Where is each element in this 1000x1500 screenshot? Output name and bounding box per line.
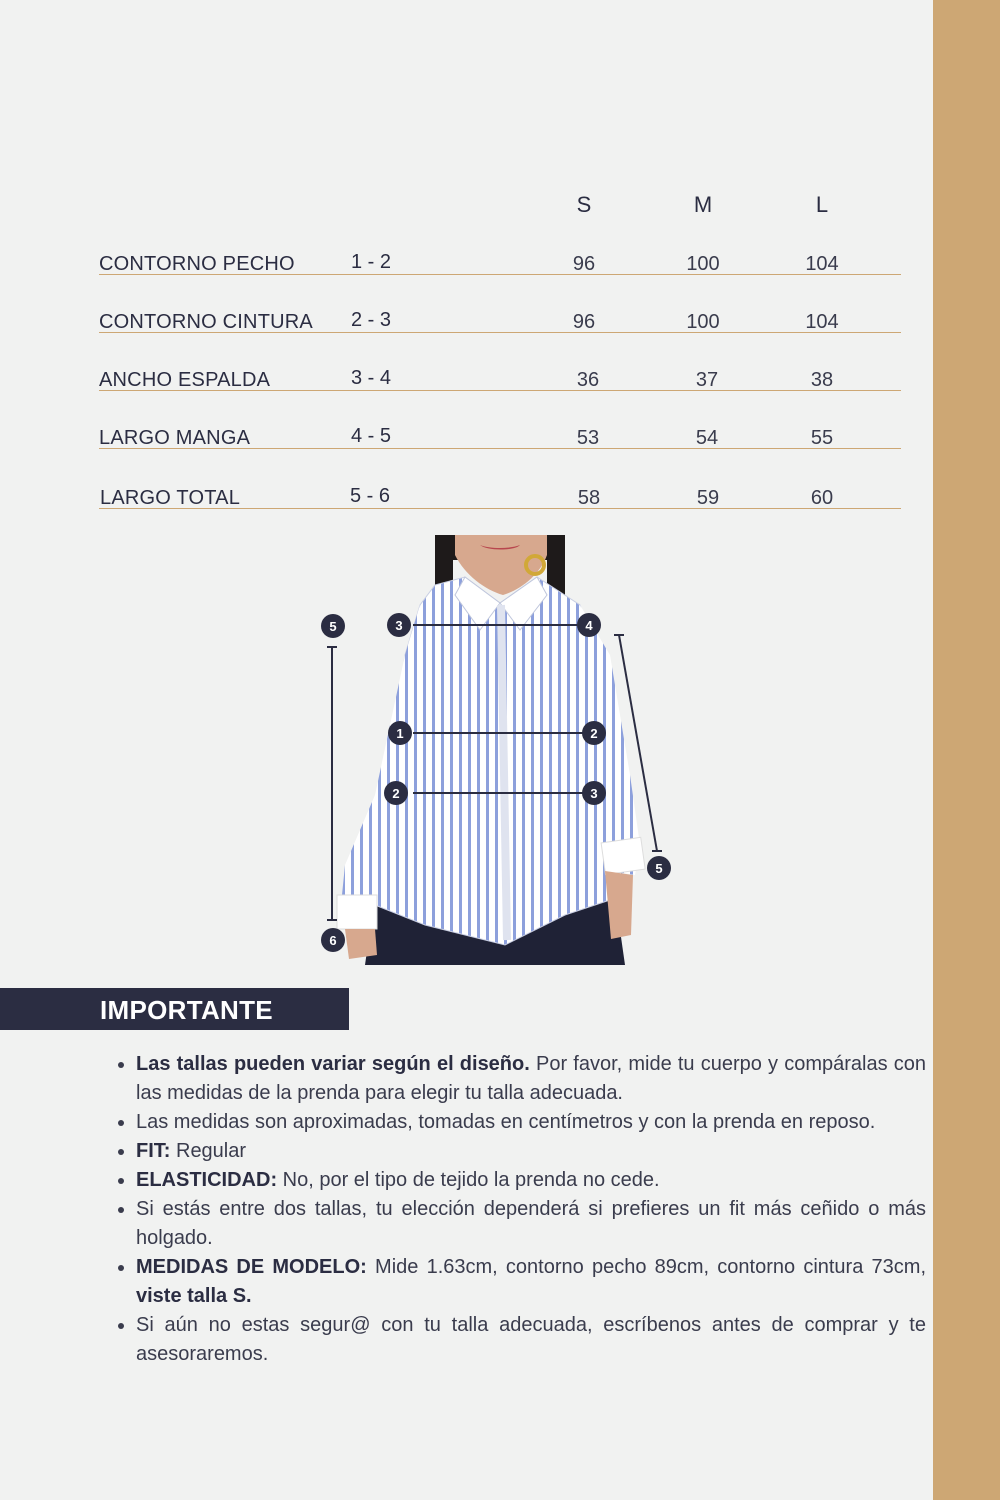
svg-text:5: 5 [655, 861, 663, 876]
measurement-range: 3 - 4 [351, 367, 392, 389]
size-header-s: S [576, 192, 592, 217]
note-item: • ELASTICIDAD: No, por el tipo de tejido la prenda no cede. [136, 1166, 926, 1195]
svg-text:6: 6 [329, 933, 337, 948]
value-l: 104 [805, 253, 839, 275]
value-m: 100 [686, 253, 720, 275]
note-item: • Si aún no estas segur@ con tu talla adecuada, escríbenos antes de comprar y te asesoraremos. [136, 1311, 926, 1369]
value-m: 100 [686, 311, 720, 333]
note-item: • Las tallas pueden variar según el diseño. Por favor, mide tu cuerpo y compáralas con las medidas de la prenda para elegir tu talla adecuada. [136, 1050, 926, 1108]
svg-text:1: 1 [396, 726, 404, 741]
svg-text:5: 5 [329, 619, 337, 634]
size-header-l: L [815, 192, 829, 217]
measurement-row-chest [99, 234, 901, 275]
right-cuff [601, 837, 645, 874]
measurement-label: LARGO MANGA [99, 427, 251, 449]
marker-3b [387, 613, 411, 637]
svg-text:3: 3 [395, 618, 403, 633]
value-m: 59 [696, 487, 720, 509]
measurement-row-total-length [99, 468, 901, 509]
svg-text:3: 3 [590, 786, 598, 801]
size-header-m: M [693, 192, 713, 217]
marker-1 [388, 721, 412, 745]
marker-2b [384, 781, 408, 805]
measurement-label: CONTORNO PECHO [99, 253, 295, 275]
garment-measurement-diagram [315, 535, 685, 965]
value-s: 53 [576, 427, 600, 449]
important-notes-list [111, 1050, 926, 1369]
marker-3a [582, 781, 606, 805]
important-banner [0, 988, 349, 1030]
svg-text:2: 2 [590, 726, 598, 741]
marker-2a [582, 721, 606, 745]
measurement-range: 1 - 2 [351, 251, 392, 273]
measurement-label: ANCHO ESPALDA [99, 369, 271, 391]
important-title: IMPORTANTE [100, 995, 273, 1025]
svg-text:4: 4 [585, 618, 593, 633]
note-item: • FIT: Regular [136, 1137, 926, 1166]
marker-5a [321, 614, 345, 638]
measurement-range: 5 - 6 [350, 485, 391, 507]
measurement-row-sleeve-length [99, 408, 901, 449]
svg-text:2: 2 [392, 786, 400, 801]
value-l: 38 [810, 369, 834, 391]
marker-4 [577, 613, 601, 637]
value-m: 37 [695, 369, 719, 391]
measurement-range: 4 - 5 [351, 425, 392, 447]
note-item: • Si estás entre dos tallas, tu elección dependerá si prefieres un fit más ceñido o más holgado. [136, 1195, 926, 1253]
value-l: 60 [810, 487, 834, 509]
value-s: 58 [577, 487, 601, 509]
marker-6 [321, 928, 345, 952]
note-item: • MEDIDAS DE MODELO: Mide 1.63cm, contorno pecho 89cm, contorno cintura 73cm, viste talla S. [136, 1253, 926, 1311]
value-s: 36 [576, 369, 600, 391]
decorative-side-bar [933, 0, 1000, 1500]
value-m: 54 [695, 427, 719, 449]
value-l: 104 [805, 311, 839, 333]
measurement-row-back-width [99, 350, 901, 391]
marker-5b [647, 856, 671, 880]
measurement-row-waist [99, 292, 901, 333]
measurement-range: 2 - 3 [351, 309, 392, 331]
value-s: 96 [572, 311, 596, 333]
measurement-label: LARGO TOTAL [100, 487, 241, 509]
left-cuff [337, 895, 377, 929]
value-l: 55 [810, 427, 834, 449]
value-s: 96 [572, 253, 596, 275]
note-item: • Las medidas son aproximadas, tomadas en centímetros y con la prenda en reposo. [136, 1108, 926, 1137]
measurement-label: CONTORNO CINTURA [99, 311, 313, 333]
